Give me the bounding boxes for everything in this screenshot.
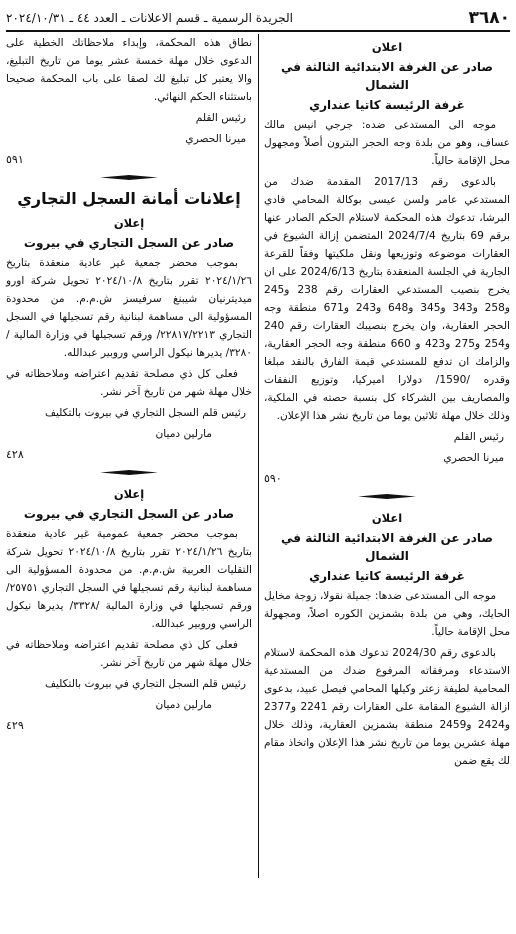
notice-paragraph: موجه الى المستدعى ضدها: جميلة نقولا، زوجة مخايل الحايك، وهي من بلدة بشمزين الكوره اصلاً، ومجهولة محل الإقامة حالياً.: [263, 590, 510, 638]
signature-name: ميرنا الحصري: [185, 133, 246, 145]
notice-paragraph: فعلى كل ذي مصلحة تقديم اعتراضه وملاحظاته في خلال مهلة شهر من تاريخ آخر نشر.: [6, 639, 252, 669]
left-column: [6, 34, 252, 737]
notice-issuer: صادر عن السجل التجاري في بيروت: [23, 236, 235, 250]
section-separator: [358, 494, 416, 499]
signature-title: رئيس القلم: [195, 112, 246, 124]
notice-label: اعلان: [371, 511, 403, 525]
notice-429: [6, 485, 252, 735]
notice-paragraph: نطاق هذه المحكمة، وإبداء ملاحظاتك الخطية على الدعوى خلال مهلة خمسة عشر يوما من تاريخ التبليغ، والا يعتبر كل تبليغ لك لصقا على باب المحكمة صحيحا باستثناء الحكم النهائي.: [6, 37, 252, 103]
notice-590: [264, 38, 510, 488]
running-title: الجريدة الرسمية ـ قسم الاعلانات ـ العدد ٤٤ ـ ٢٠٢٤/١٠/٣١: [6, 11, 294, 25]
notice-label: اعلان: [371, 40, 403, 54]
signature-title: رئيس قلم السجل التجاري في بيروت بالتكليف: [44, 407, 246, 419]
notice-president: غرفة الرئيسة كاتيا عنداري: [309, 569, 465, 583]
section-separator: [100, 175, 158, 180]
right-column: [264, 34, 510, 773]
notice-591-continuation: [6, 34, 252, 169]
notice-paragraph: موجه الى المستدعى ضده: جرجي انيس مالك عساف، وهو من بلدة وجه الحجر البترون أصلاً ومجهول محل الإقامة حالياً.: [264, 119, 510, 167]
notice-court: صادر عن الغرفة الابتدائية الثالثة في الشمال: [281, 60, 493, 92]
notice-president: غرفة الرئيسة كاتيا عنداري: [309, 98, 465, 112]
signature-title: رئيس القلم: [453, 431, 504, 443]
page-number: ٣٦٨٠: [468, 8, 510, 28]
page-header: [6, 6, 510, 32]
column-divider: [258, 34, 259, 878]
notice-second: [264, 509, 510, 770]
notice-paragraph: بالدعوى رقم 2017/13 المقدمة ضدك من المستدعي عامر ولسن عيسى بوكالة المحامي فادي البرشا، تدعوك هذه المحكمة لاستلام الحكم الصادر عنها برقم 69 بتاريخ 2024/7/4 المتضمن إزالة الشيوع في العقارات موضوعه وتوزيعها ونقل ملكيتها وفقاً للقرعة الجارية في الجلسة المنعقدة بتاريخ 2024/6/13 على ان يخرج بنصيب المستدعي العقارات رقم 238 و245 و258 و343 و345 و648 و243 و671 منطقة وجه الحجر العقارية، وان يخرج بنصيبك العقارات رقم 240 و254 و275 و423 و 660 منطقة وجه الحجر العقارية، والزامك ان تدفع للمستدعي قيمة الفارق بالنقد مبلغا وقدره /1590/ دولارا اميركيا، وتوزيع النفقات والمصاريف بين الشركاء كل بنسبة حصته في الملكية، وذلك خلال مهلة ثلاثين يوما من تاريخ نشر هذا الإعلان.: [264, 176, 511, 422]
notice-paragraph: بموجب محضر جمعية عمومية غير عادية منعقدة بتاريخ ٢٠٢٤/١/٢٦ تقرر بتاريخ ٢٠٢٤/١٠/٨ تحويل شركة التقليات العربية ش.م.م. من محدودة المسؤولية الى مساهمة لبنانية رقم تسجيلها في السجل التجاري ٢٥٧٥١/ ورقم تسجيلها في وزارة المالية /٣٣٢٨/ يديرها نيكول الراسي وروبير عبدالله.: [6, 528, 252, 630]
signature-title: رئيس قلم السجل التجاري في بيروت بالتكليف: [44, 678, 246, 690]
notice-number: ٤٢٨: [6, 448, 24, 461]
signature-name: مارلين دميان: [155, 699, 212, 711]
notice-paragraph: فعلى كل ذي مصلحة تقديم اعتراضه وملاحظاته في خلال مهلة شهر من تاريخ آخر نشر.: [6, 368, 252, 398]
signature-name: مارلين دميان: [155, 428, 212, 440]
signature-name: ميرنا الحصري: [443, 452, 504, 464]
notice-428: [6, 214, 252, 464]
section-separator: [100, 470, 158, 475]
notice-paragraph: بموجب محضر جمعية غير عادية منعقدة بتاريخ ٢٠٢٤/١/٢٦ تقرر بتاريخ ٢٠٢٤/١٠/٨ تحويل شركة اورو ميديترنيان شيبنغ سرفيسز ش.م.م. من محدودة المسؤولية الى مساهمة لبنانية رقم تسجيلها في السجل التجاري ٢٢٨١٧/٢٢١٣/ ورقم تسجيلها في وزارة المالية /٣٢٨٠/ يديرها نيكول الراسي وروبير عبدالله.: [6, 257, 252, 359]
notice-number: ٥٩٠: [264, 472, 282, 485]
section-title: إعلانات أمانة السجل التجاري: [17, 189, 241, 208]
notice-label: إعلان: [113, 487, 145, 501]
notice-number: ٤٢٩: [6, 719, 24, 732]
notice-number: ٥٩١: [6, 153, 24, 166]
notice-label: إعلان: [113, 216, 145, 230]
notice-paragraph: بالدعوى رقم 2024/30 تدعوك هذه المحكمة لاستلام الاستدعاء ومرفقاته المرفوع ضدك من المستدعية المحامية لطيفة زعتر وكيلها المحامي فيصل عبيد، بدعوى ازالة الشيوع المقامة على العقارات رقم 2241 و2377 و2424 و2459 منطقة بشمزين العقارية، وذلك خلال مهلة عشرين يوما من تاريخ نشر هذا الإعلان واتخاذ مقام لك يقع ضمن: [264, 647, 510, 767]
notice-court: صادر عن الغرفة الابتدائية الثالثة في الشمال: [281, 531, 493, 563]
notice-issuer: صادر عن السجل التجاري في بيروت: [23, 507, 235, 521]
